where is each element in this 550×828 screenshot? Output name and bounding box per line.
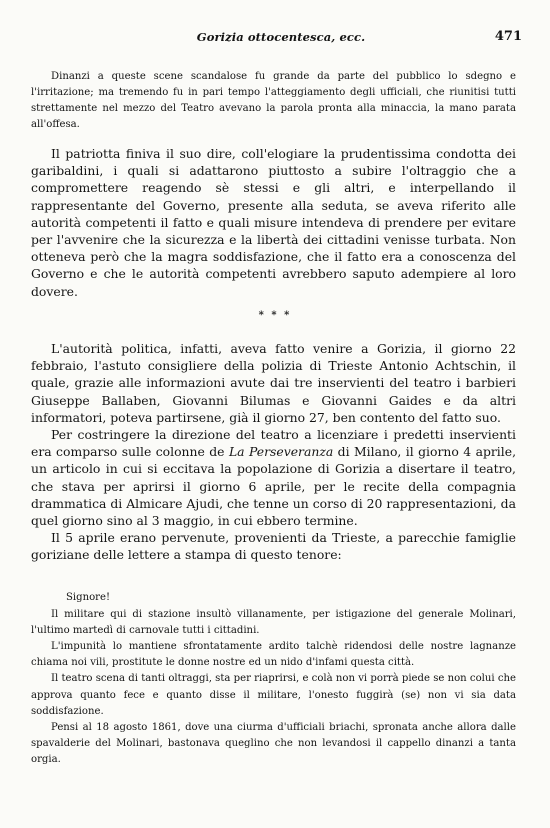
letter-paragraph: L'impunità lo mantiene sfrontatamente ardito talchè ridendosi delle nostre lagnanze chiama noi vili, prostitute le donne nostre ed un nido d'infami questa città. — [31, 641, 516, 669]
patriot-paragraph: Il patriotta finiva il suo dire, coll'elogiare la prudentissima condotta dei garibaldini, i quali si adattarono piuttosto a subire l'oltraggio che a compromettere reagendo sè stessi e gli altri, e interpellando il rappresentante del Governo, presente alla seduta, se aveva riferito alle autorità competenti il fatto e quali misure intendeva di prendere per evitare per l'avvenire che la sicurezza e la libertà dei cittadini venisse turbata. Non otteneva però che la magra soddisfazione, che il fatto era a conoscenza del Governo e che le autorità competenti avrebbero saputo adempiere al loro dovere. — [31, 146, 516, 299]
force-paragraph — [31, 426, 516, 529]
quoted-letter — [31, 590, 516, 768]
letters-paragraph: Il 5 aprile erano pervenute, provenienti da Trieste, a parecchie famiglie goriziane delle lettere a stampa di questo tenore: — [31, 530, 516, 563]
page-header — [40, 30, 522, 46]
force-paragraph-text-after: di Milano, il giorno 4 aprile, un articolo in cui si eccitava la popolazione di Gorizia a disertare il teatro, che stava per aprirsi il giorno 6 aprile, per le recite della compagnia drammatica di Almicare Ajudi, che tenne un corso di 20 rappresentazioni, da quel giorno sino al 3 maggio, in cui ebbero termine. — [31, 444, 517, 529]
opening-paragraph-block — [31, 69, 516, 133]
newspaper-title: La Perseveranza — [228, 444, 334, 460]
authority-paragraphs-block — [31, 340, 516, 564]
authority-paragraph: L'autorità politica, infatti, aveva fatto venire a Gorizia, il giorno 22 febbraio, l'astuto consigliere della polizia di Trieste Antonio Achtschin, il quale, grazie alle informazioni avute dai tre inservienti del teatro i barbieri Giuseppe Ballaben, Giovanni Bilumas e Giovanni Gaides e da altri informatori, poteva partirsene, già il giorno 27, ben contento del fatto suo. — [31, 341, 516, 425]
force-paragraph-text-before: Per costringere la direzione del teatro a licenziare i predetti inservienti era comparso sulle colonne de — [31, 427, 516, 460]
letter-paragraph: Il militare qui di stazione insultò villanamente, per istigazione del generale Molinari, l'ultimo martedì di carnovale tutti i cittadini. — [31, 609, 516, 637]
opening-paragraph: Dinanzi a queste scene scandalose fu grande da parte del pubblico lo sdegno e l'irritazione; ma tremendo fu in pari tempo l'atteggiamento degli ufficiali, che riunitisi tutti strettamente nel mezzo del Teatro avevano la parola pronta alla minaccia, la mano parata all'offesa. — [31, 71, 516, 130]
letter-salutation: Signore! — [66, 592, 111, 603]
letter-paragraph: Il teatro scena di tanti oltraggi, sta per riaprirsi, e colà non vi porrà piede se non colui che approva quanto fece e quanto disse il militare, l'onesto fuggirà (se) non vi sia data soddisfazione. — [31, 673, 516, 717]
page-number: 471 — [494, 29, 522, 44]
patriot-paragraph-block — [31, 145, 516, 300]
running-title: Gorizia ottocentesca, ecc. — [196, 30, 366, 44]
section-separator: * * * — [258, 310, 292, 321]
letter-paragraph: Pensi al 18 agosto 1861, dove una ciurma d'ufficiali briachi, spronata anche allora dalle spavalderie del Molinari, bastonava queglino che non levandosi il cappello dinanzi a tanta orgia. — [31, 721, 516, 765]
